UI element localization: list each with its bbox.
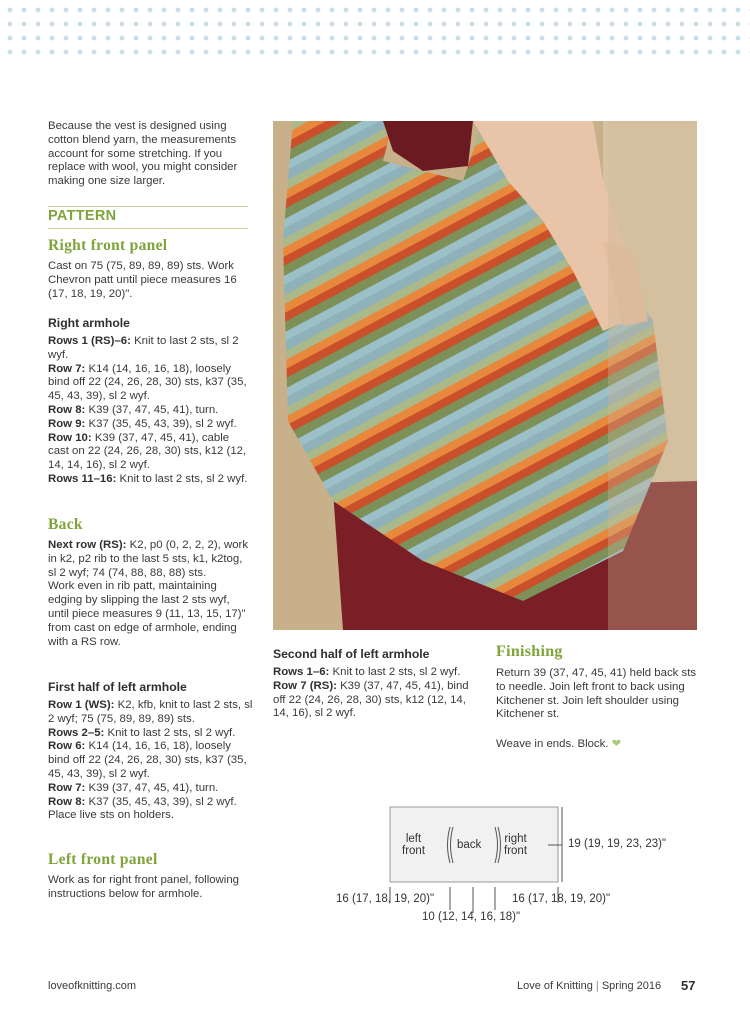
knitted-vest-illustration <box>273 121 697 630</box>
finishing-title: Finishing <box>496 643 563 660</box>
footer-issue: Love of Knitting | Spring 2016 <box>517 980 662 992</box>
schematic-back-width-label: 10 (12, 14, 16, 18)" <box>422 911 521 923</box>
first-half-title: First half of left armhole <box>48 680 187 694</box>
right-armhole-title: Right armhole <box>48 316 130 330</box>
first-half-rows <box>48 699 253 823</box>
pattern-rule-top <box>48 206 248 207</box>
schematic-left-front-label: left front <box>402 833 426 857</box>
instruction-row: Row 1 (WS): K2, kfb, knit to last 2 sts, sl 2 wyf; 75 (75, 89, 89, 89) sts. <box>48 699 253 725</box>
instruction-row: Row 10: K39 (37, 47, 45, 41), cable cast on 22 (24, 26, 28, 30) sts, k12 (12, 14, 14, 16), sl 2 wyf. <box>48 431 247 472</box>
schematic-height-label: 19 (19, 19, 23, 23)" <box>568 838 667 850</box>
schematic-back-label: back <box>457 839 482 851</box>
back-rows <box>48 539 253 649</box>
left-front-title: Left front panel <box>48 851 158 868</box>
instruction-row: Row 7: K14 (14, 16, 16, 18), loosely bind off 22 (24, 26, 28, 30) sts, k37 (35, 45, 43, 39), sl 2 wyf. <box>48 362 247 403</box>
instruction-row: Rows 1 (RS)–6: Knit to last 2 sts, sl 2 wyf. <box>48 335 239 361</box>
instruction-row: Rows 2–5: Knit to last 2 sts, sl 2 wyf. <box>48 726 236 739</box>
pattern-rule-bottom <box>48 228 248 229</box>
right-front-text: Cast on 75 (75, 89, 89, 89) sts. Work Chevron patt until piece measures 16 (17, 18, 19, 20)". <box>48 260 237 300</box>
vest-photo <box>273 121 697 630</box>
instruction-row: Row 8: K39 (37, 47, 45, 41), turn. <box>48 403 219 416</box>
schematic-right-width-label: 16 (17, 18, 19, 20)" <box>512 893 611 905</box>
second-half-title: Second half of left armhole <box>273 647 430 661</box>
right-armhole-rows <box>48 335 253 487</box>
instruction-row: Row 6: K14 (14, 16, 16, 18), loosely bind off 22 (24, 26, 28, 30) sts, k37 (35, 45, 43, 39), sl 2 wyf. <box>48 740 247 780</box>
back-title: Back <box>48 516 83 533</box>
instruction-row: Work even in rib patt, maintaining edging by slipping the last 2 sts wyf, until piece measures 9 (11, 13, 15, 17)" from cast on edge of armhole, ending with a RS row. <box>48 580 246 648</box>
left-front-text: Work as for right front panel, following instructions below for armhole. <box>48 874 239 900</box>
heart-icon: ❤ <box>611 738 622 750</box>
instruction-row: Row 7: K39 (37, 47, 45, 41), turn. <box>48 781 219 794</box>
dotted-header-pattern <box>0 0 750 62</box>
instruction-row: Row 9: K37 (35, 45, 43, 39), sl 2 wyf. <box>48 417 237 430</box>
second-half-rows <box>273 666 473 721</box>
instruction-row: Rows 1–6: Knit to last 2 sts, sl 2 wyf. <box>273 666 461 678</box>
schematic-left-width-label: 16 (17, 18, 19, 20)" <box>336 893 435 905</box>
finishing-text-2: Weave in ends. Block. ❤ <box>496 738 622 750</box>
page-number: 57 <box>681 978 696 993</box>
instruction-row: Rows 11–16: Knit to last 2 sts, sl 2 wyf. <box>48 472 248 485</box>
instruction-row: Next row (RS): K2, p0 (0, 2, 2, 2), work in k2, p2 rib to the last 5 sts, k1, k2tog, sl 2 wyf; 74 (74, 88, 88, 88) sts. <box>48 539 249 579</box>
finishing-text: Return 39 (37, 47, 45, 41) held back sts to needle. Join left front to back using Kitchener st. Join left shoulder using Kitchener st. <box>496 667 697 721</box>
footer-site: loveofknitting.com <box>48 980 137 992</box>
intro-text: Because the vest is designed using cotton blend yarn, the measurements account for some stretching. If you replace with wool, you might consider making one size larger. <box>48 120 238 188</box>
right-front-title: Right front panel <box>48 237 168 254</box>
schematic-right-front-label: right front <box>504 833 528 857</box>
instruction-row: Row 8: K37 (35, 45, 43, 39), sl 2 wyf. Place live sts on holders. <box>48 795 237 822</box>
instruction-row: Row 7 (RS): K39 (37, 47, 45, 41), bind off 22 (24, 26, 28, 30) sts, k12 (12, 14, 14, 16), sl 2 wyf. <box>273 679 469 720</box>
pattern-label: PATTERN <box>48 208 117 224</box>
vest-schematic <box>330 805 690 930</box>
